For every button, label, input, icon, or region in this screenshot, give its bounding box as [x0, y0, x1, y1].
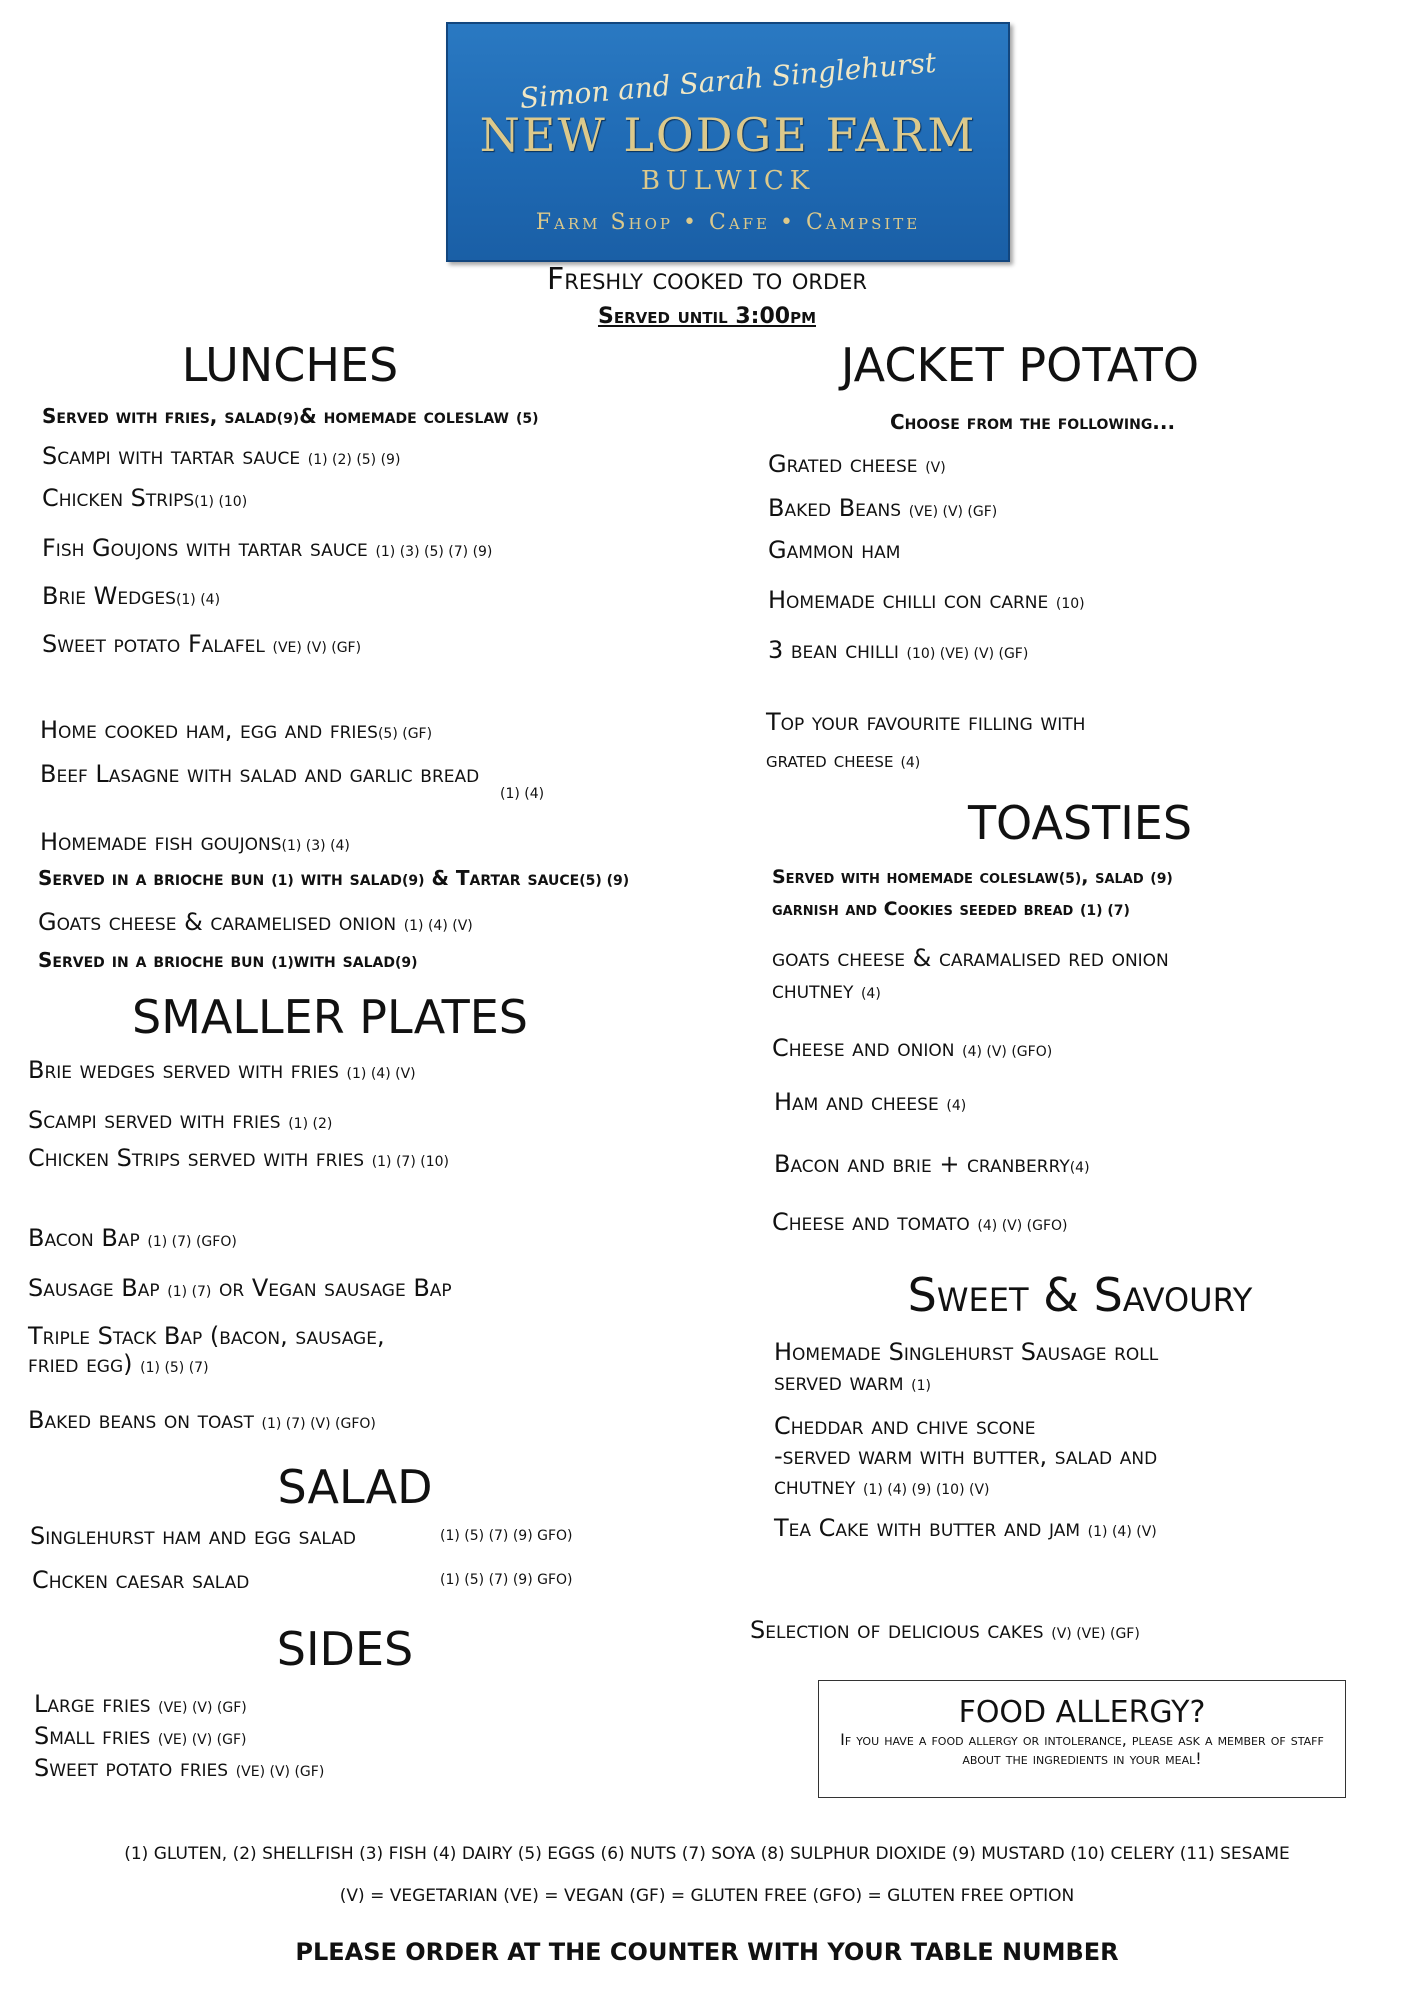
menu-item: Fish Goujons with tartar sauce (1) (3) (5) (7) (9) [42, 534, 493, 562]
menu-item: Homemade chilli con carne (10) [768, 586, 1085, 614]
menu-item: Cheese and tomato (4) (V) (GFO) [772, 1208, 1068, 1236]
sweet-heading: Sweet & Savoury [907, 1268, 1253, 1322]
menu-item: Sausage Bap (1) (7) or Vegan sausage Bap [28, 1274, 452, 1302]
menu-item: Singlehurst ham and egg salad [30, 1522, 357, 1550]
order-footer: PLEASE ORDER AT THE COUNTER WITH YOUR TABLE NUMBER [295, 1938, 1119, 1966]
menu-item: Scampi with tartar sauce (1) (2) (5) (9) [42, 442, 401, 470]
allergy-title: FOOD ALLERGY? [958, 1695, 1206, 1730]
toasties-note: Served with homemade coleslaw(5), salad (9) [772, 866, 1173, 888]
sides-heading: SIDES [276, 1622, 414, 1676]
menu-item: fried egg) (1) (5) (7) [28, 1350, 209, 1378]
menu-item: Sweet potato Falafel (VE) (V) (GF) [42, 630, 362, 658]
logo-tagline: Farm Shop • Cafe • Campsite [535, 210, 921, 235]
menu-item-codes: (1) (4) [500, 786, 545, 802]
menu-item: Scampi served with fries (1) (2) [28, 1106, 333, 1134]
diet-legend: (V) = VEGETARIAN (VE) = VEGAN (GF) = GLUTEN FREE (GFO) = GLUTEN FREE OPTION [339, 1886, 1075, 1906]
menu-item: Chicken Strips served with fries (1) (7) (10) [28, 1144, 449, 1172]
menu-item-codes: (1) (5) (7) (9) GFO) [440, 1572, 573, 1588]
menu-item: Bacon and brie + cranberry(4) [774, 1150, 1090, 1178]
intro-line1: Freshly cooked to order [546, 262, 868, 297]
menu-item-codes: (1) (5) (7) (9) GFO) [440, 1528, 573, 1544]
menu-item: Home cooked ham, egg and fries(5) (GF) [40, 716, 433, 744]
menu-item: Ham and cheese (4) [774, 1088, 967, 1116]
lunches-heading: LUNCHES [181, 338, 399, 392]
food-allergy-box [818, 1680, 1346, 1798]
jacket-heading: JACKET POTATO [840, 338, 1200, 392]
jacket-topping: grated cheese (4) [766, 748, 921, 773]
logo-owners: Simon and Sarah Singlehurst [518, 45, 938, 116]
menu-item: goats cheese & caramalised red onion [772, 944, 1169, 972]
allergy-body: If you have a food allergy or intolerance, please ask a member of staff about the ingredients in your meal! [840, 1730, 1324, 1768]
menu-item: Gammon ham [768, 536, 901, 564]
menu-item: Goats cheese & caramelised onion (1) (4) (V) [38, 908, 473, 936]
menu-item: Homemade Singlehurst Sausage roll [774, 1338, 1159, 1366]
allergen-legend: (1) GLUTEN, (2) SHELLFISH (3) FISH (4) DAIRY (5) EGGS (6) NUTS (7) SOYA (8) SULPHUR DIOXIDE (9) MUSTARD (10) CELERY (11) SESAME [124, 1844, 1290, 1864]
menu-item: chutney (4) [772, 976, 881, 1004]
menu-item: chutney (1) (4) (9) (10) (V) [774, 1472, 990, 1500]
salad-heading: SALAD [277, 1460, 433, 1514]
menu-item: Homemade fish goujons(1) (3) (4) [40, 828, 350, 856]
logo-place: BULWICK [640, 166, 816, 196]
bun-note: Served in a brioche bun (1)with salad(9) [38, 948, 418, 972]
menu-item: Tea Cake with butter and jam (1) (4) (V) [774, 1514, 1157, 1542]
menu-item: Brie Wedges(1) (4) [42, 582, 221, 610]
jacket-topping: Top your favourite filling with [766, 708, 1086, 736]
menu-item: Beef Lasagne with salad and garlic bread [40, 760, 480, 788]
toasties-note: garnish and Cookies seeded bread (1) (7) [772, 898, 1130, 920]
menu-item: Baked beans on toast (1) (7) (V) (GFO) [28, 1406, 376, 1434]
menu-item: Chcken caesar salad [32, 1566, 250, 1594]
bun-note: Served in a brioche bun (1) with salad(9) & Tartar sauce(5) (9) [38, 866, 630, 890]
logo-name: NEW LODGE FARM [479, 108, 977, 162]
menu-item: Sweet potato fries (VE) (V) (GF) [34, 1754, 325, 1782]
menu-item: Bacon Bap (1) (7) (GFO) [28, 1224, 237, 1252]
menu-item: Baked Beans (VE) (V) (GF) [768, 494, 998, 522]
menu-item: Grated cheese (V) [768, 450, 946, 478]
menu-item: Brie wedges served with fries (1) (4) (V) [28, 1056, 416, 1084]
jacket-note: Choose from the following... [890, 410, 1176, 434]
intro-line2: Served until 3:00pm [597, 304, 816, 329]
smaller-heading: SMALLER PLATES [132, 990, 528, 1044]
menu-item: Cheddar and chive scone [774, 1412, 1036, 1440]
lunches-note: Served with fries, salad(9)& homemade coleslaw (5) [42, 404, 539, 428]
menu-item: -served warm with butter, salad and [774, 1442, 1158, 1470]
menu-item: served warm (1) [774, 1368, 931, 1396]
menu-item: Chicken Strips(1) (10) [42, 484, 248, 512]
farm-logo [446, 22, 1010, 262]
menu-item: Selection of delicious cakes (V) (VE) (GF) [750, 1616, 1140, 1644]
menu-item: Cheese and onion (4) (V) (GFO) [772, 1034, 1053, 1062]
menu-item: 3 bean chilli (10) (VE) (V) (GF) [768, 636, 1029, 664]
menu-item: Large fries (VE) (V) (GF) [34, 1690, 247, 1718]
menu-item: Small fries (VE) (V) (GF) [34, 1722, 247, 1750]
toasties-heading: TOASTIES [967, 796, 1193, 850]
menu-item: Triple Stack Bap (bacon, sausage, [28, 1322, 385, 1350]
